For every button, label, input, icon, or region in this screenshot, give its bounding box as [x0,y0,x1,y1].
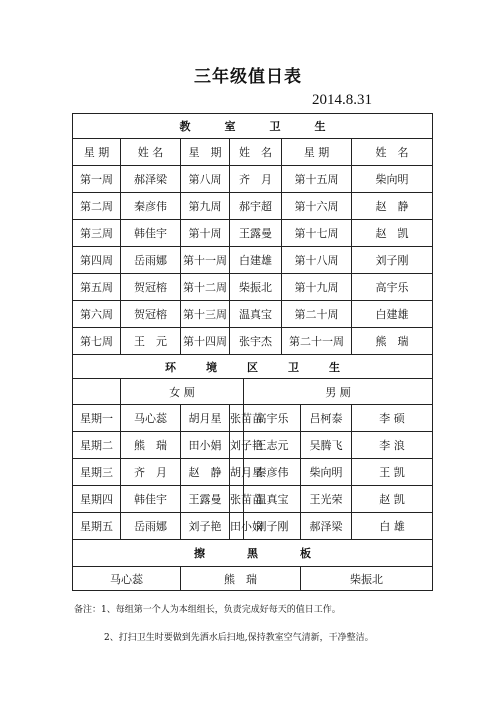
section-char: 环 [165,360,176,374]
cell: 赵 静 [181,459,230,486]
environment-section-row [73,355,433,379]
cell: 赵 凯 [352,486,433,513]
cell: 温真宝 [244,486,301,513]
cell: 齐 月 [230,166,282,193]
duty-table [72,113,433,591]
cell: 王 元 [121,328,181,355]
section-char: 生 [329,360,340,374]
cell: 第十八周 [282,247,352,274]
section-char: 区 [247,360,258,374]
cell: 星期二 [73,432,121,459]
male-restroom-header: 男 厕 [244,379,433,405]
cell: 张苗苗 [230,405,244,432]
cell: 岳雨娜 [121,513,181,540]
cell: 星期三 [73,459,121,486]
cell: 柴振北 [230,274,282,301]
cell: 第六周 [73,301,121,328]
cell: 齐 月 [121,459,181,486]
table-row [73,166,433,193]
section-char: 擦 [194,547,205,560]
cell: 刘子刚 [244,513,301,540]
cell: 李 浪 [352,432,433,459]
table-row [73,513,433,540]
cell: 王志元 [244,432,301,459]
table-row [73,432,433,459]
cell: 郝泽梁 [301,513,352,540]
cell: 第二十周 [282,301,352,328]
blackboard-section-title [73,540,433,567]
table-row [73,247,433,274]
cell: 第二十一周 [282,328,352,355]
cell: 王露曼 [181,486,230,513]
section-char: 黑 [247,547,258,560]
cell: 高宇乐 [244,405,301,432]
cell: 柴振北 [301,567,433,591]
cell: 柴向明 [301,459,352,486]
cell: 胡月星 [181,405,230,432]
cell: 郝宇超 [230,193,282,220]
cell: 王 凯 [352,459,433,486]
section-char: 卫 [269,120,281,133]
cell: 韩佳宇 [121,220,181,247]
cell: 白 雄 [352,513,433,540]
cell: 张宇杰 [230,328,282,355]
cell: 吕柯泰 [301,405,352,432]
cell: 吴腾飞 [301,432,352,459]
cell: 第九周 [181,193,230,220]
cell: 李 硕 [352,405,433,432]
cell: 温真宝 [230,301,282,328]
environment-section-title [73,355,433,379]
section-char: 卫 [288,360,299,374]
cell: 刘子刚 [352,247,433,274]
column-header: 姓 名 [352,139,433,166]
section-char: 室 [224,120,236,133]
cell: 第十九周 [282,274,352,301]
column-header: 姓 名 [230,139,282,166]
cell: 贺冠榕 [121,274,181,301]
date-label: 2014.8.31 [312,92,372,108]
cell: 秦彦伟 [244,459,301,486]
cell: 星期四 [73,486,121,513]
cell: 第十四周 [181,328,230,355]
cell: 王露曼 [230,220,282,247]
blackboard-section-row [73,540,433,567]
cell: 马心蕊 [121,405,181,432]
cell: 白建雄 [352,301,433,328]
cell: 高宇乐 [352,274,433,301]
classroom-header-row [73,139,433,166]
cell: 岳雨娜 [121,247,181,274]
cell: 柴向明 [352,166,433,193]
cell: 第十周 [181,220,230,247]
table-row [73,220,433,247]
cell: 第一周 [73,166,121,193]
cell: 田小娟 [230,513,244,540]
table-row [73,459,433,486]
cell: 第十七周 [282,220,352,247]
cell: 熊 瑞 [121,432,181,459]
cell: 胡月星 [230,459,244,486]
cell: 第八周 [181,166,230,193]
female-restroom-header: 女 厕 [121,379,244,405]
cell: 秦彦伟 [121,193,181,220]
cell: 赵 静 [352,193,433,220]
table-row [73,486,433,513]
cell: 王光荣 [301,486,352,513]
page-title: 三年级值日表 [194,67,302,87]
cell: 第十五周 [282,166,352,193]
classroom-section-title [73,114,433,139]
cell: 贺冠榕 [121,301,181,328]
table-row [73,193,433,220]
cell: 刘子艳 [230,432,244,459]
cell: 郝泽梁 [121,166,181,193]
cell: 马心蕊 [73,567,181,591]
cell: 星期五 [73,513,121,540]
cell: 白建雄 [230,247,282,274]
table-row [73,301,433,328]
cell: 第三周 [73,220,121,247]
cell: 第二周 [73,193,121,220]
cell: 韩佳宇 [121,486,181,513]
blank-cell [73,379,121,405]
column-header: 姓 名 [121,139,181,166]
cell: 第七周 [73,328,121,355]
cell: 熊 瑞 [181,567,301,591]
column-header: 星 期 [282,139,352,166]
note-line: 2、打扫卫生时要做到先洒水后扫地,保持教室空气清新，干净整洁。 [104,633,374,643]
section-char: 教 [179,120,191,133]
cell: 第十三周 [181,301,230,328]
cell: 第四周 [73,247,121,274]
cell: 第十一周 [181,247,230,274]
cell: 第十二周 [181,274,230,301]
column-header: 星 期 [73,139,121,166]
cell: 张苗苗 [230,486,244,513]
cell: 星期一 [73,405,121,432]
table-row [73,405,433,432]
table-row [73,274,433,301]
blackboard-row [73,567,433,591]
classroom-section-row [73,114,433,139]
cell: 第十六周 [282,193,352,220]
cell: 第五周 [73,274,121,301]
cell: 赵 凯 [352,220,433,247]
section-char: 境 [206,360,217,374]
restroom-header-row [73,379,433,405]
cell: 熊 瑞 [352,328,433,355]
note-line: 备注：1、每组第一个人为本组组长，负责完成好每天的值日工作。 [74,605,341,615]
column-header: 星 期 [181,139,230,166]
section-char: 生 [314,120,326,133]
table-row [73,328,433,355]
cell: 田小娟 [181,432,230,459]
section-char: 板 [300,547,311,560]
cell: 刘子艳 [181,513,230,540]
